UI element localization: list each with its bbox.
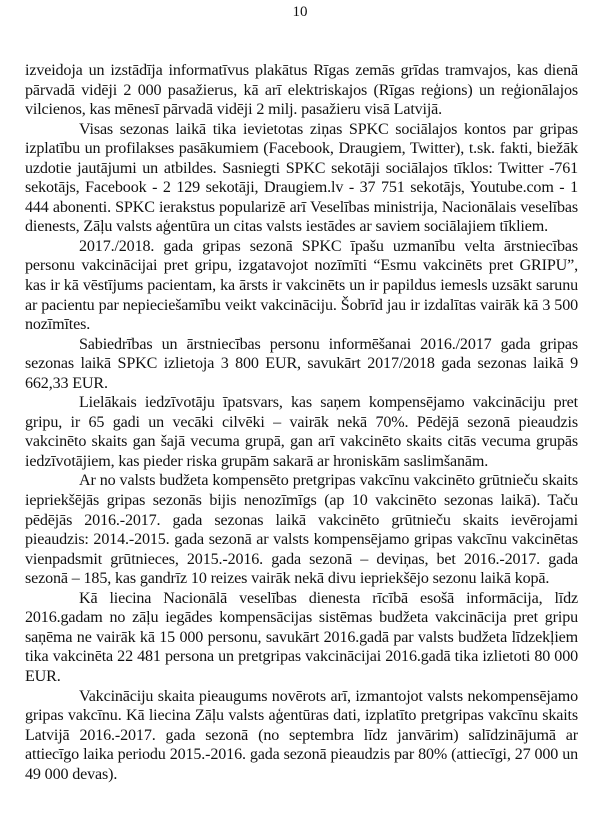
paragraph-plakati-transports: izveidoja un izstādīja informatīvus plakātus Rīgas zemās grīdas tramvajos, kas dienā pārvadā vidēji 2 000 pasažierus, kā arī elektriskajos (Rīgas reģions) un reģionālajos vilcienos, kas mēnesī pārvadā vidēji 2 milj. pasažieru visā Latvijā. — [25, 62, 578, 119]
paragraph-grutnieces: Ar no valsts budžeta kompensēto pretgripas vakcīnu vakcinēto grūtnieču skaits iepriekšējās gripas sezonās bijis nenozīmīgs (ap 10 vakcinēto sezonas laikā). Taču pēdējās 2016.-2017. gada sezonas laikā vakcinēto grūtnieču skaits ievērojami pieaudzis: 2014.-2015. gada sezonā ar valsts kompensējamo gripas vakcīnu vakcinētas vienpadsmit grūtnieces, 2015.-2016. gada sezonā – deviņas, bet 2016.-2017. gada sezonā – 185, kas gandrīz 10 reizes vairāk nekā divu iepriekšējo sezonu laikā kopā. — [25, 472, 578, 588]
paragraph-vecuma-grupas: Lielākais iedzīvotāju īpatsvars, kas saņem kompensējamo vakcināciju pret gripu, ir 65 gadi un vecāki cilvēki – vairāk nekā 70%. Pēdējā sezonā pieaudzis vakcinēto skaits gan šajā vecuma grupā, gan arī vakcinēto skaits citās vecuma grupās iedzīvotājiem, kas pieder riska grupām sakarā ar hroniskām saslimšanām. — [25, 394, 578, 470]
paragraph-nozimite: 2017./2018. gada gripas sezonā SPKC īpašu uzmanību velta ārstniecības personu vakcinācijai pret gripu, izgatavojot nozīmīti “Esmu vakcinēts pret GRIPU”, kas ir kā vēstījums pacientam, ka ārsts ir vakcinēts un ir papildus iemesls uzsākt sarunu ar pacientu par nepieciešamību veikt vakcināciju. Šobrīd jau ir izdalītas vairāk kā 3 500 nozīmītes. — [25, 237, 578, 334]
paragraph-nvd-informacija: Kā liecina Nacionālā veselības dienesta rīcībā esošā informācija, līdz 2016.gadam no zāļu iegādes kompensācijas sistēmas budžeta vakcinācija pret gripu saņēma ne vairāk kā 15 000 personu, savukārt 2016.gadā par valsts budžeta līdzekļiem tika vakcinēta 22 481 persona un pretgripas vakcinācijai 2016.gadā tika izlietoti 80 000 EUR. — [25, 589, 578, 685]
document-body — [25, 61, 578, 784]
paragraph-socialie-tikli: Visas sezonas laikā tika ievietotas ziņas SPKC sociālajos kontos par gripas izplatību un profilakses pasākumiem (Facebook, Draugiem, Twitter), t.sk. fakti, biežāk uzdotie jautājumi un atbildes. Sasniegti SPKC sekotāji sociālajos tīklos: Twitter -761 sekotājs, Facebook - 2 129 sekotāji, Draugiem.lv - 37 751 sekotājs, Youtube.com - 1 444 abonenti. SPKC ierakstus popularizē arī Veselības ministrija, Nacionālais veselības dienests, Zāļu valsts aģentūra un citas valsts iestādes ar saviem sociālajiem tīkliem. — [25, 120, 578, 236]
paragraph-izdevumi: Sabiedrības un ārstniecības personu informēšanai 2016./2017 gada gripas sezonas laikā SPKC izlietoja 3 800 EUR, savukārt 2017/2018 gada sezonas laikā 9 662,33 EUR. — [25, 335, 578, 392]
page-number: 10 — [292, 4, 308, 20]
paragraph-zva-dati: Vakcināciju skaita pieaugums novērots arī, izmantojot valsts nekompensējamo gripas vakcīnu. Kā liecina Zāļu valsts aģentūras dati, izplatīto pretgripas vakcīnu skaits Latvijā 2016.-2017. gada sezonā (no septembra līdz janvārim) salīdzinājumā ar attiecīgo laika periodu 2015.-2016. gada sezonā pieaudzis par 80% (attiecīgi, 27 000 un 49 000 devas). — [25, 687, 578, 783]
